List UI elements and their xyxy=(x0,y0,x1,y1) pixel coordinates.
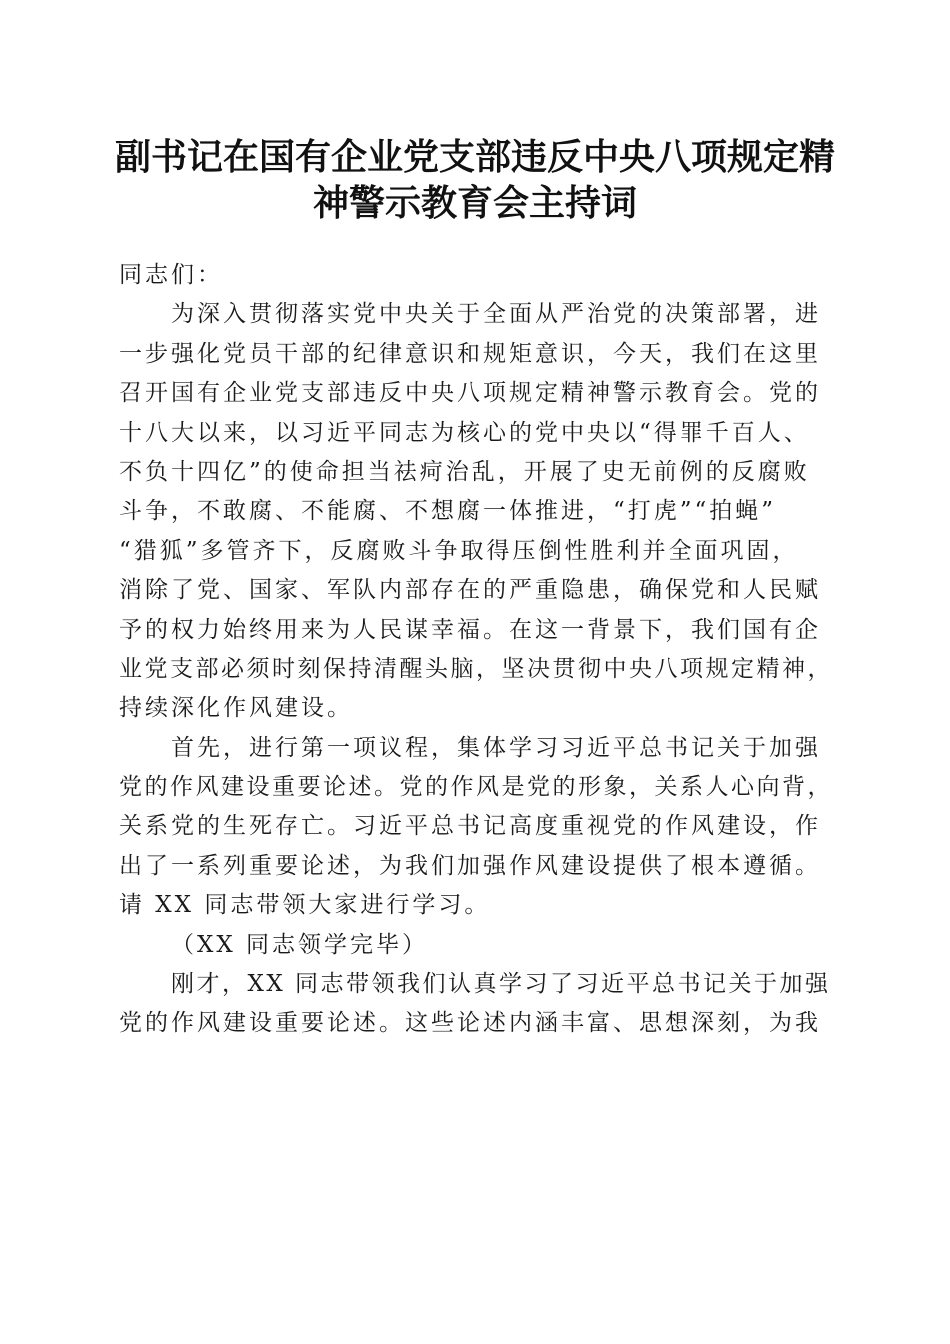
body-line: 持续深化作风建设。 xyxy=(119,695,353,722)
document-body xyxy=(119,256,833,1044)
body-line: 召开国有企业党支部违反中央八项规定精神警示教育会。党的 xyxy=(119,380,821,407)
body-line: 刚才，XX 同志带领我们认真学习了习近平总书记关于加强 xyxy=(171,971,831,998)
body-line: 斗争，不敢腐、不能腐、不想腐一体推进，“打虎”“拍蝇” xyxy=(119,498,777,525)
body-line: 首先，进行第一项议程，集体学习习近平总书记关于加强 xyxy=(171,734,821,761)
body-line: “猎狐”多管齐下，反腐败斗争取得压倒性胜利并全面巩固， xyxy=(119,537,799,564)
body-line: 党的作风建设重要论述。党的作风是党的形象，关系人心向背， xyxy=(119,774,833,801)
body-line: 予的权力始终用来为人民谋幸福。在这一背景下，我们国有企 xyxy=(119,616,821,643)
body-line: （XX 同志领学完毕） xyxy=(171,931,429,958)
body-line: 一步强化党员干部的纪律意识和规矩意识，今天，我们在这里 xyxy=(119,340,821,367)
body-line: 不负十四亿”的使命担当祛疴治乱，开展了史无前例的反腐败 xyxy=(119,458,810,485)
title-line-2: 神警示教育会主持词 xyxy=(312,182,637,224)
title-line-1: 副书记在国有企业党支部违反中央八项规定精 xyxy=(114,136,835,178)
body-line: 业党支部必须时刻保持清醒头脑，坚决贯彻中央八项规定精神， xyxy=(119,655,833,682)
body-line: 十八大以来，以习近平同志为核心的党中央以“得罪千百人、 xyxy=(119,419,810,446)
body-line: 党的作风建设重要论述。这些论述内涵丰富、思想深刻，为我 xyxy=(119,1010,821,1037)
document-title xyxy=(108,134,842,226)
salutation-line: 同志们： xyxy=(119,262,223,288)
body-line: 请 XX 同志带领大家进行学习。 xyxy=(119,892,491,919)
body-line: 关系党的生死存亡。习近平总书记高度重视党的作风建设，作 xyxy=(119,813,821,840)
body-line: 出了一系列重要论述，为我们加强作风建设提供了根本遵循。 xyxy=(119,852,821,879)
body-line: 为深入贯彻落实党中央关于全面从严治党的决策部署，进 xyxy=(171,301,821,328)
body-line: 消除了党、国家、军队内部存在的严重隐患，确保党和人民赋 xyxy=(119,577,821,604)
